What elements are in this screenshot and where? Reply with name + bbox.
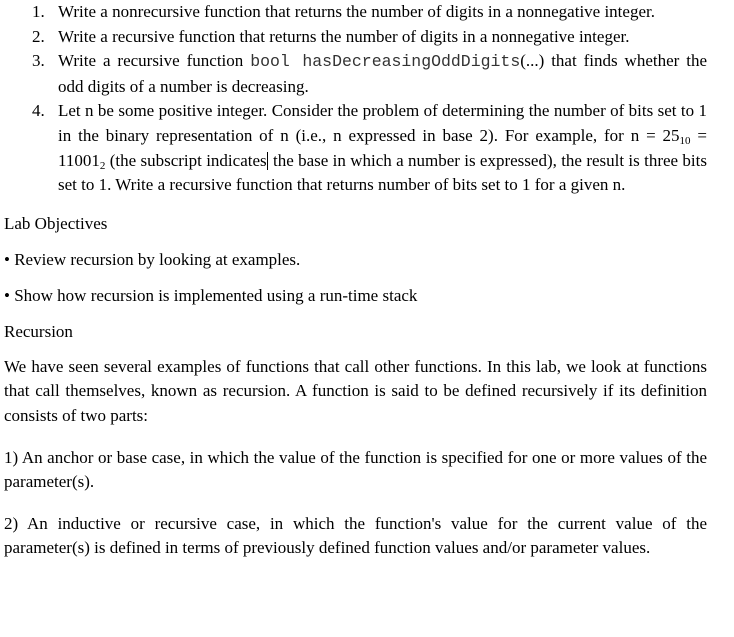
exercise-list (4, 0, 707, 198)
exercise-text: the base in which a number is expressed), the result is three bits set to 1. Write a recursive function that returns number of bits set to 1 for a given n. (58, 150, 707, 195)
objective-bullet (4, 248, 707, 272)
exercise-item (4, 49, 707, 99)
exercise-number: 3. (32, 51, 45, 71)
exercise-text: (the subscript indicates (105, 150, 267, 170)
exercise-item (4, 0, 707, 25)
bullet-marker: • (4, 249, 10, 269)
exercise-item (4, 25, 707, 50)
exercise-text: Let n be some positive integer. Consider the problem of determining the number of bits set to 1 in the binary representation of n (i.e., n expressed in base 2). For example, for n = 25 (58, 101, 707, 145)
exercise-text: Write a recursive function that returns the number of digits in a nonnegative integer. (58, 26, 630, 46)
objective-text: Show how recursion is implemented using a run-time stack (14, 285, 418, 305)
exercise-number: 4. (32, 101, 45, 121)
recursion-heading: Recursion (4, 321, 73, 341)
exercise-text: (...) that finds whether the odd digits of a number is decreasing. (58, 51, 707, 96)
function-signature-code: bool hasDecreasingOddDigits (250, 52, 521, 72)
base-subscript: 2 (99, 159, 106, 172)
recursion-paragraph: 2) An inductive or recursive case, in which the function's value for the current value of the parameter(s) is defined in terms of previously defined function values and/or parameter values. (4, 513, 707, 558)
base-subscript: 10 (679, 134, 691, 147)
document-page (4, 0, 707, 578)
recursion-paragraph: 1) An anchor or base case, in which the value of the function is specified for one or more values of the parameter(s). (4, 447, 707, 492)
exercise-item (4, 99, 707, 197)
objective-text: Review recursion by looking at examples. (14, 249, 301, 269)
text-cursor (267, 152, 268, 170)
exercise-text: Write a nonrecursive function that returns the number of digits in a nonnegative integer. (58, 2, 655, 21)
exercise-number: 2. (32, 26, 45, 46)
exercise-number: 1. (32, 2, 45, 21)
recursion-paragraph: We have seen several examples of functions that call other functions. In this lab, we look at functions that call themselves, known as recursion. A function is said to be defined recursively if its definition consists of two parts: (4, 356, 707, 425)
exercise-text: Write a recursive function (58, 51, 251, 71)
bullet-marker: • (4, 285, 10, 305)
lab-objectives-heading: Lab Objectives (4, 213, 108, 233)
objective-bullet (4, 284, 707, 308)
exercise-text: = 11001 (58, 125, 708, 170)
